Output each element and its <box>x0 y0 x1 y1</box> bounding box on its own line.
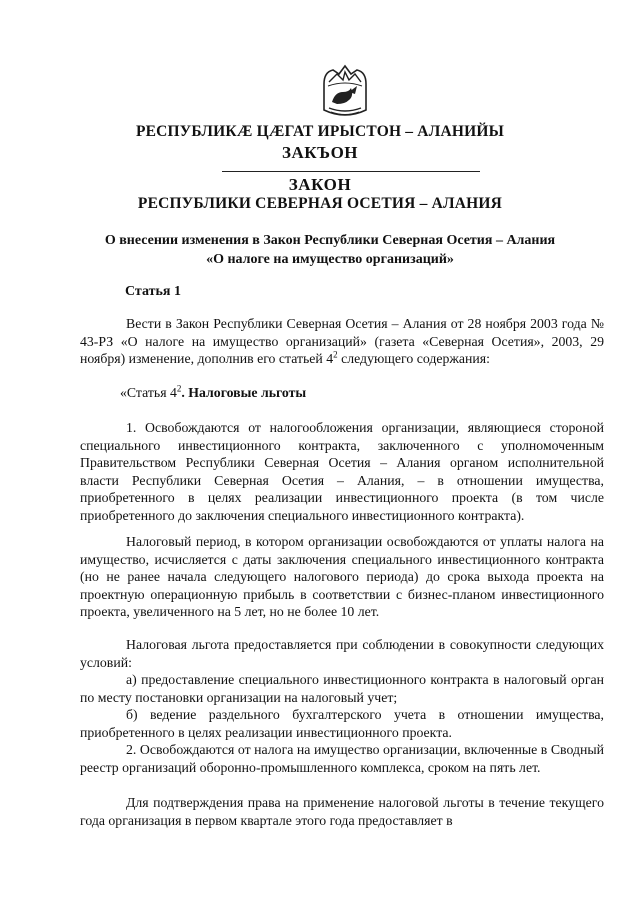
paragraph-amendment: Вести в Закон Республики Северная Осетия – Алания от 28 ноября 2003 года № 43-РЗ «О налоге на имущество организаций» (газета «Северная Осетия», 2003, 29 ноября) изменение, дополнив его статьей $4^2$ следующего содержания: <box>80 316 604 367</box>
quoted-article-heading: «Статья $4^2$. Налоговые льготы <box>120 383 307 400</box>
law-subject-line1: О внесении изменения в Закон Республики Северная Осетия – Алания <box>104 233 556 248</box>
coat-of-arms-emblem <box>319 62 371 122</box>
header-divider <box>222 171 480 172</box>
article-title: Статья 1 <box>125 284 181 299</box>
osetian-republic-title: РЕСПУБЛИКÆ ЦÆГАТ ИРЫСТОН – АЛАНИЙЫ <box>135 123 505 140</box>
paragraph-conditions: Налоговая льгота предоставляется при соблюдении в совокупности следующих условий: <box>80 637 604 670</box>
law-word: ЗАКОН <box>288 175 352 194</box>
law-subject-line2: «О налоге на имущество организаций» <box>206 252 454 267</box>
paragraph-condition-b: б) ведение раздельного бухгалтерского учета в отношении имущества, приобретенного в целях реализации инвестиционного проекта. <box>80 707 604 740</box>
paragraph-tax-period: Налоговый период, в котором организации освобождаются от уплаты налога на имущество, исчисляется с даты заключения специального инвестиционного контракта (но не ранее начала следующего налогового периода) до срока выхода проекта на проектную операционную прибыль в соответствии с бизнес-планом инвестиционного проекта, увеличенного на 5 лет, но не более 10 лет. <box>80 534 604 620</box>
republic-title: РЕСПУБЛИКИ СЕВЕРНАЯ ОСЕТИЯ – АЛАНИЯ <box>137 195 503 212</box>
osetian-law-word: ЗАКЪОН <box>281 143 359 162</box>
paragraph-item1: 1. Освобождаются от налогообложения организации, являющиеся стороной специального инвестиционного контракта, заключенного с уполномоченным Правительством Республики Северная Осетия – Алания органом исполнительной власти Республики Северная Осетия – Алания, – в отношении имущества, приобретенного в целях реализации инвестиционного проекта (в том числе приобретенного до заключения специального инвестиционного контракта). <box>80 420 604 523</box>
paragraph-condition-a: а) предоставление специального инвестиционного контракта в налоговый орган по месту постановки организации на налоговый учет; <box>80 672 604 705</box>
paragraph-item2: 2. Освобождаются от налога на имущество организации, включенные в Сводный реестр организаций оборонно-промышленного комплекса, сроком на пять лет. <box>80 742 604 775</box>
paragraph-confirmation: Для подтверждения права на применение налоговой льготы в течение текущего года организация в первом квартале этого года предоставляет в <box>80 795 604 828</box>
